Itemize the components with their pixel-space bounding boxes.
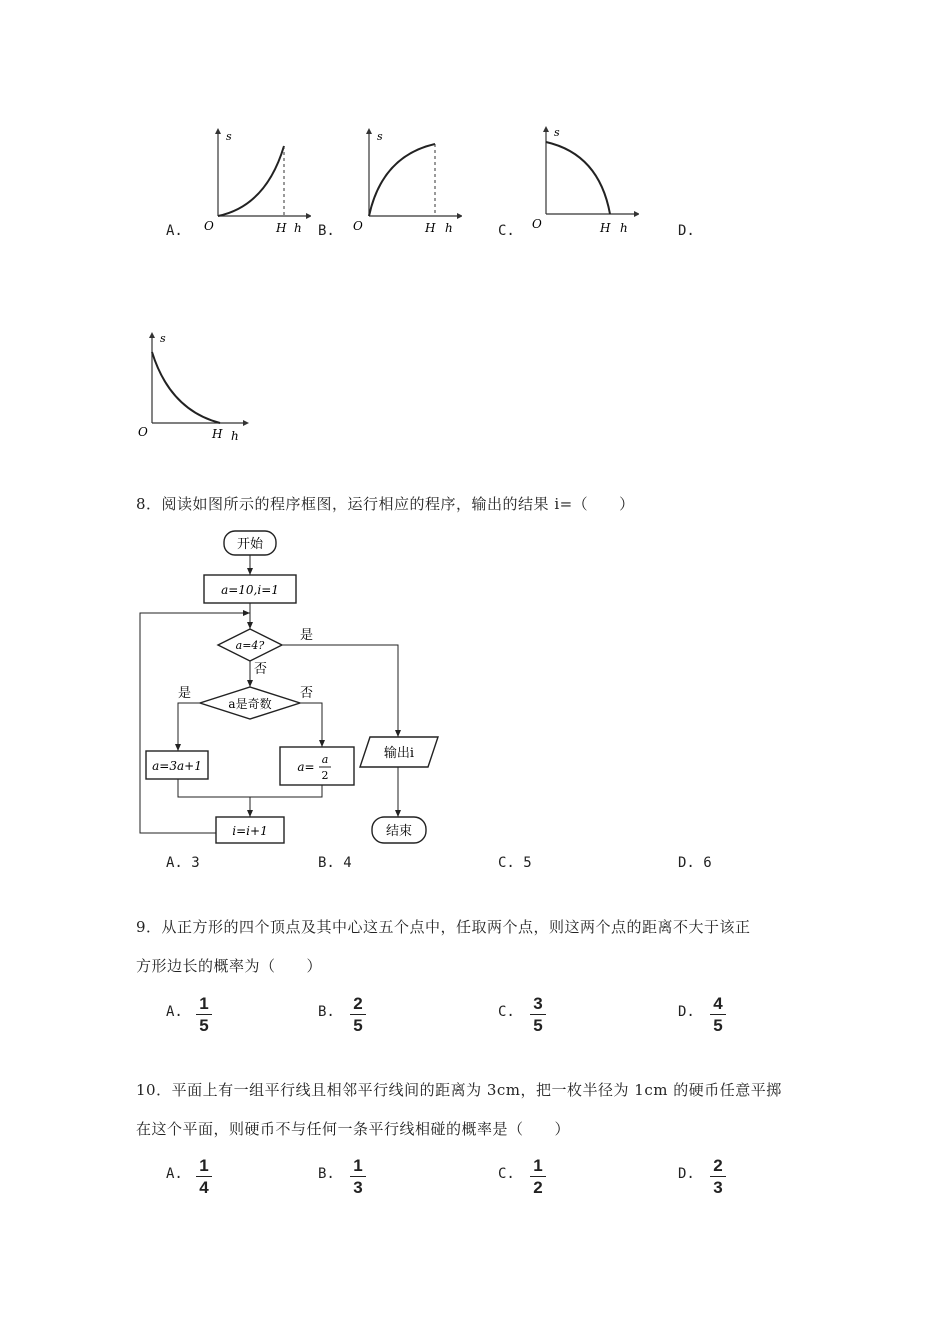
q9-option-c-fraction: $\frac{3}{5}$	[530, 994, 546, 1035]
q10-option-c-fraction: $\frac{1}{2}$	[530, 1156, 546, 1197]
svg-text:h: h	[620, 221, 628, 235]
svg-text:O: O	[353, 219, 363, 233]
svg-text:O: O	[532, 217, 542, 231]
q10-option-d-fraction: $\frac{2}{3}$	[710, 1156, 726, 1197]
q7-graph-b	[347, 126, 462, 238]
q7-option-d-label[interactable]: D.	[678, 223, 695, 239]
q9-text-line2: 方形边长的概率为（ ）	[136, 957, 323, 975]
svg-text:a=3a+1: a=3a+1	[152, 759, 202, 773]
axis-h: h	[294, 221, 302, 235]
q7-option-c-label[interactable]: C.	[498, 223, 515, 239]
q8-flowchart	[130, 525, 450, 850]
q9-option-d[interactable]: D.	[678, 1004, 695, 1020]
svg-text:h: h	[231, 429, 239, 443]
flow-right-box	[280, 747, 354, 785]
q7-graph-c	[524, 124, 639, 236]
q10-option-a-fraction: $\frac{1}{4}$	[196, 1156, 212, 1197]
q10-option-b-fraction: $\frac{1}{3}$	[350, 1156, 366, 1197]
q9-text-line1: 9．从正方形的四个顶点及其中心这五个点中，任取两个点，则这两个点的距离不大于该正	[136, 918, 751, 936]
axis-H: H	[276, 221, 287, 235]
q7-option-a-label[interactable]: A.	[166, 223, 183, 239]
flow-yes2: 是	[178, 686, 192, 701]
flow-no2: 否	[300, 686, 314, 701]
svg-text:H: H	[600, 221, 611, 235]
q10-text-line2: 在这个平面，则硬币不与任何一条平行线相碰的概率是（ ）	[136, 1120, 571, 1138]
q10-option-c[interactable]: C.	[498, 1166, 515, 1182]
q8-option-a[interactable]: A. 3	[166, 855, 200, 871]
axis-origin: O	[204, 219, 214, 233]
q9-option-d-fraction: $\frac{4}{5}$	[710, 994, 726, 1035]
flow-start: 开始	[236, 537, 264, 552]
svg-text:h: h	[445, 221, 453, 235]
q7-graph-d	[130, 330, 250, 445]
svg-text:H: H	[425, 221, 436, 235]
svg-text:s: s	[377, 130, 383, 143]
q7-graph-a	[196, 126, 311, 238]
svg-text:i=i+1: i=i+1	[232, 824, 268, 838]
q10-option-a[interactable]: A.	[166, 1166, 183, 1182]
svg-text:a=: a=	[297, 760, 315, 774]
q10-text-line1: 10．平面上有一组平行线且相邻平行线间的距离为 3cm，把一枚半径为 1cm 的硬币任意平掷	[136, 1081, 782, 1099]
q9-option-b[interactable]: B.	[318, 1004, 335, 1020]
svg-text:s: s	[554, 126, 560, 139]
flow-no1: 否	[254, 662, 268, 677]
q8-option-b[interactable]: B. 4	[318, 855, 352, 871]
q10-option-d[interactable]: D.	[678, 1166, 695, 1182]
q7-option-b-label[interactable]: B.	[318, 223, 335, 239]
q9-option-a[interactable]: A.	[166, 1004, 183, 1020]
q8-option-c[interactable]: C. 5	[498, 855, 532, 871]
q9-option-c[interactable]: C.	[498, 1004, 515, 1020]
q10-option-b[interactable]: B.	[318, 1166, 335, 1182]
q9-option-b-fraction: $\frac{2}{5}$	[350, 994, 366, 1035]
svg-text:2: 2	[321, 769, 329, 782]
q8-text: 8．阅读如图所示的程序框图，运行相应的程序，输出的结果 i=（ ）	[136, 495, 635, 513]
svg-text:O: O	[138, 425, 148, 439]
q9-option-a-fraction: $\frac{1}{5}$	[196, 994, 212, 1035]
svg-text:a=4?: a=4?	[235, 639, 265, 652]
svg-text:s: s	[160, 332, 166, 345]
flow-init: a=10,i=1	[221, 583, 279, 597]
flow-yes1: 是	[300, 628, 314, 643]
svg-text:a: a	[321, 753, 329, 766]
svg-text:输出i: 输出i	[383, 746, 415, 761]
q8-option-d[interactable]: D. 6	[678, 855, 712, 871]
flow-end: 结束	[385, 824, 413, 839]
svg-text:a是奇数: a是奇数	[228, 697, 272, 711]
axis-s: s	[226, 130, 232, 143]
svg-text:H: H	[212, 427, 223, 441]
